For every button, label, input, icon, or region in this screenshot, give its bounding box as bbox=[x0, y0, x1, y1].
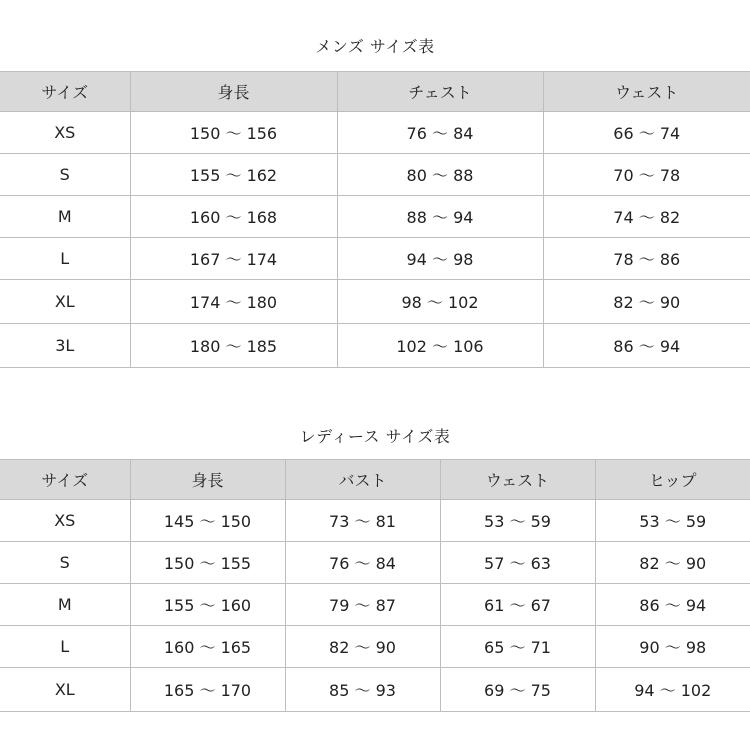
cell-hip: 94 〜 102 bbox=[595, 668, 750, 712]
cell-size: M bbox=[0, 196, 130, 238]
column-header-size: サイズ bbox=[0, 460, 130, 500]
cell-bust: 85 〜 93 bbox=[285, 668, 440, 712]
cell-height: 160 〜 168 bbox=[130, 196, 337, 238]
cell-waist: 69 〜 75 bbox=[440, 668, 595, 712]
cell-height: 165 〜 170 bbox=[130, 668, 285, 712]
table-row bbox=[0, 196, 750, 238]
cell-height: 160 〜 165 bbox=[130, 626, 285, 668]
cell-chest: 94 〜 98 bbox=[337, 238, 543, 280]
table-row bbox=[0, 500, 750, 542]
cell-waist: 61 〜 67 bbox=[440, 584, 595, 626]
cell-bust: 79 〜 87 bbox=[285, 584, 440, 626]
table-header-row bbox=[0, 460, 750, 500]
column-header-bust: バスト bbox=[285, 460, 440, 500]
column-header-waist: ウェスト bbox=[440, 460, 595, 500]
column-header-height: 身長 bbox=[130, 72, 337, 112]
cell-waist: 78 〜 86 bbox=[543, 238, 750, 280]
column-header-height: 身長 bbox=[130, 460, 285, 500]
cell-waist: 82 〜 90 bbox=[543, 280, 750, 324]
cell-size: L bbox=[0, 238, 130, 280]
cell-size: 3L bbox=[0, 324, 130, 368]
cell-hip: 53 〜 59 bbox=[595, 500, 750, 542]
table-row bbox=[0, 542, 750, 584]
cell-chest: 80 〜 88 bbox=[337, 154, 543, 196]
cell-bust: 82 〜 90 bbox=[285, 626, 440, 668]
cell-size: L bbox=[0, 626, 130, 668]
cell-bust: 73 〜 81 bbox=[285, 500, 440, 542]
cell-chest: 88 〜 94 bbox=[337, 196, 543, 238]
cell-height: 180 〜 185 bbox=[130, 324, 337, 368]
table-header-row bbox=[0, 72, 750, 112]
cell-bust: 76 〜 84 bbox=[285, 542, 440, 584]
table-row bbox=[0, 668, 750, 712]
cell-size: XS bbox=[0, 500, 130, 542]
cell-waist: 66 〜 74 bbox=[543, 112, 750, 154]
cell-size: S bbox=[0, 542, 130, 584]
cell-chest: 98 〜 102 bbox=[337, 280, 543, 324]
ladies-size-table-title: レディース サイズ表 bbox=[299, 427, 451, 446]
table-row bbox=[0, 154, 750, 196]
column-header-chest: チェスト bbox=[337, 72, 543, 112]
cell-waist: 74 〜 82 bbox=[543, 196, 750, 238]
cell-waist: 53 〜 59 bbox=[440, 500, 595, 542]
cell-size: XS bbox=[0, 112, 130, 154]
ladies-size-table bbox=[0, 459, 750, 712]
cell-hip: 90 〜 98 bbox=[595, 626, 750, 668]
cell-chest: 76 〜 84 bbox=[337, 112, 543, 154]
cell-size: S bbox=[0, 154, 130, 196]
cell-size: XL bbox=[0, 280, 130, 324]
cell-height: 145 〜 150 bbox=[130, 500, 285, 542]
cell-waist: 70 〜 78 bbox=[543, 154, 750, 196]
cell-hip: 82 〜 90 bbox=[595, 542, 750, 584]
cell-waist: 86 〜 94 bbox=[543, 324, 750, 368]
table-row bbox=[0, 238, 750, 280]
cell-waist: 65 〜 71 bbox=[440, 626, 595, 668]
cell-height: 167 〜 174 bbox=[130, 238, 337, 280]
cell-height: 155 〜 162 bbox=[130, 154, 337, 196]
cell-height: 155 〜 160 bbox=[130, 584, 285, 626]
cell-size: M bbox=[0, 584, 130, 626]
table-row bbox=[0, 112, 750, 154]
cell-height: 150 〜 155 bbox=[130, 542, 285, 584]
column-header-size: サイズ bbox=[0, 72, 130, 112]
mens-size-table bbox=[0, 71, 750, 368]
cell-hip: 86 〜 94 bbox=[595, 584, 750, 626]
column-header-hip: ヒップ bbox=[595, 460, 750, 500]
column-header-waist: ウェスト bbox=[543, 72, 750, 112]
mens-size-table-title: メンズ サイズ表 bbox=[315, 37, 435, 56]
cell-chest: 102 〜 106 bbox=[337, 324, 543, 368]
table-row bbox=[0, 584, 750, 626]
table-row bbox=[0, 324, 750, 368]
table-row bbox=[0, 626, 750, 668]
cell-size: XL bbox=[0, 668, 130, 712]
cell-height: 150 〜 156 bbox=[130, 112, 337, 154]
cell-waist: 57 〜 63 bbox=[440, 542, 595, 584]
cell-height: 174 〜 180 bbox=[130, 280, 337, 324]
table-row bbox=[0, 280, 750, 324]
